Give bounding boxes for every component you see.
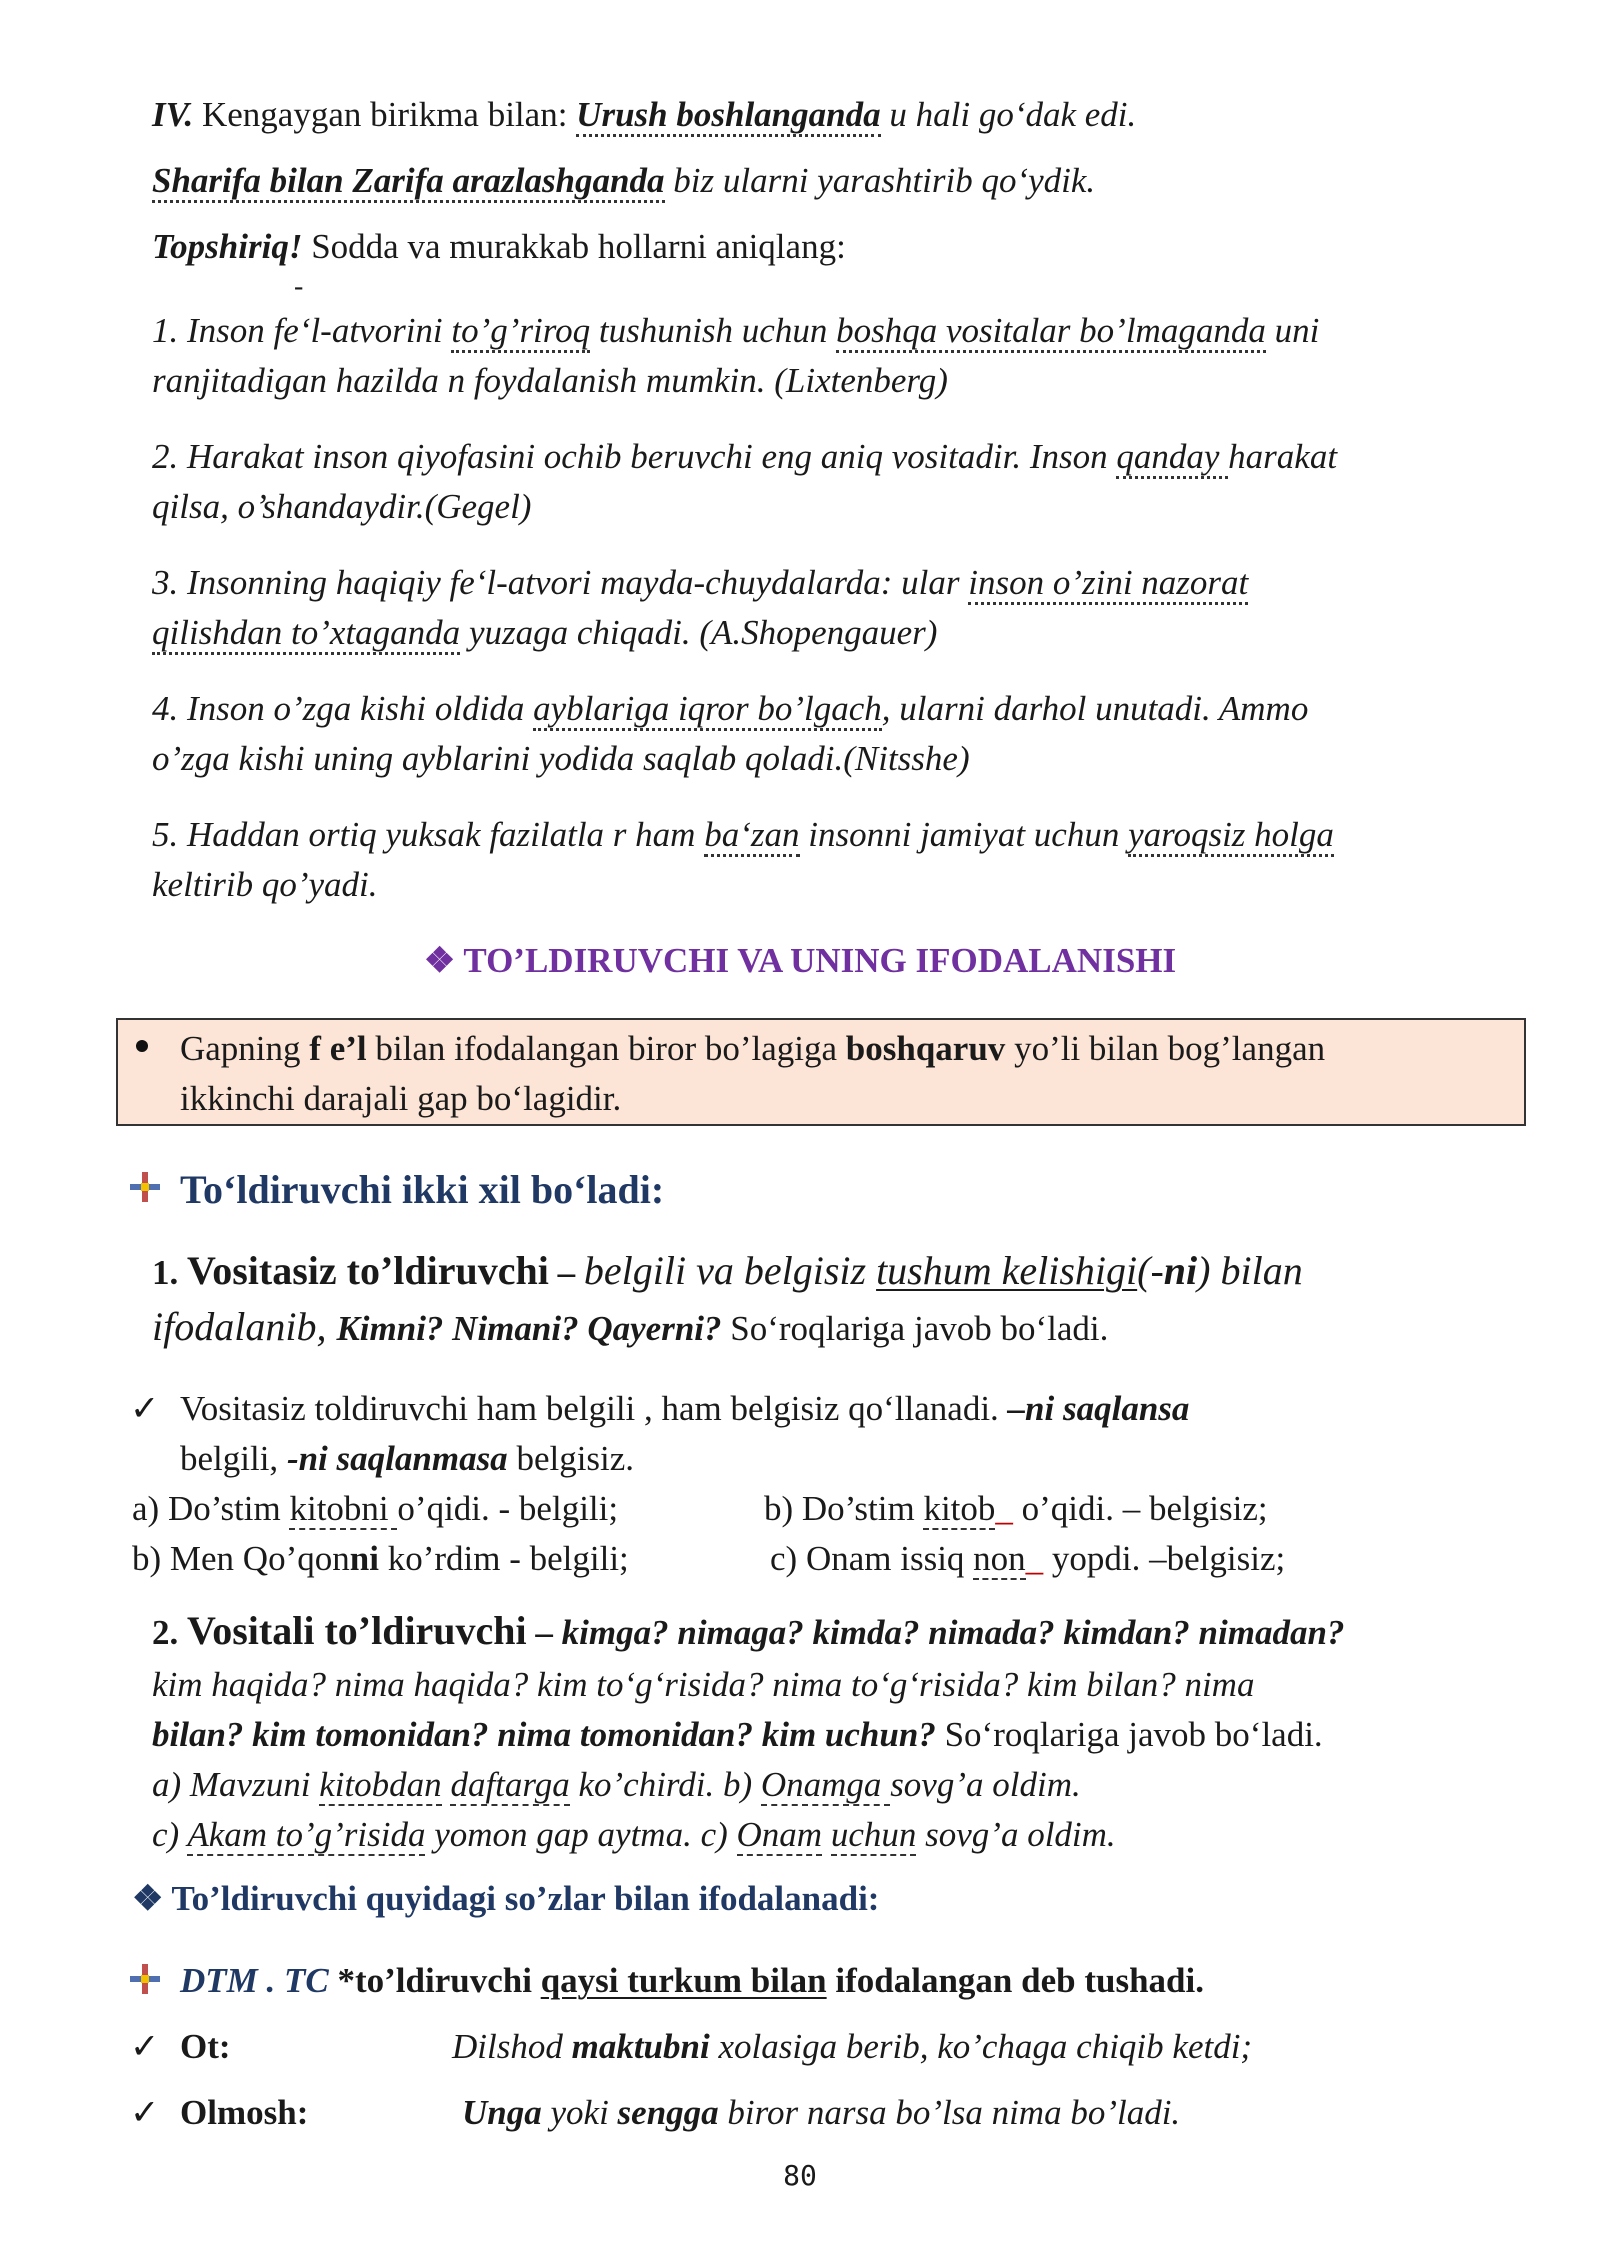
blank-marker: _ [1025,1539,1044,1578]
text: kitobni [289,1489,398,1528]
suffix: ni [1163,1248,1198,1293]
number: 2. [152,1613,187,1652]
text: sovg’a oldim. [890,1765,1081,1804]
text: b) Men Qo’qon [132,1539,350,1578]
example-line4 [152,1810,1116,1860]
task-line [152,222,846,272]
underlined-phrase: tushum kelishigi [876,1248,1138,1293]
text: 4. Inson o’zga kishi oldida [152,689,534,728]
dtm-line [180,1956,1204,2006]
type1-line1 [152,1246,1303,1298]
example-b [764,1484,1268,1534]
plus-icon [128,1170,162,1204]
olmosh-label: Olmosh: [180,2093,309,2132]
item-5-line2: keltirib qo’yadi. [152,865,378,904]
suffix: ni [349,1539,379,1578]
text: harakat [1228,437,1338,476]
text: Dilshod [452,2027,572,2066]
text: – [548,1253,584,1292]
number: 1. [152,1253,187,1292]
item-1-line2: ranjitadigan hazilda n foydalanish mumkin. (Lixtenberg) [152,361,948,400]
text: Kengaygan birikma bilan: [193,95,577,134]
example-a [132,1484,618,1534]
item-2-line1 [152,432,1337,482]
check1-line1 [180,1384,1189,1434]
type1-line2 [152,1302,1108,1354]
text: sovg’a oldim. [916,1815,1116,1854]
text: xolasiga berib, ko’chaga chiqib ketdi; [709,2027,1253,2066]
underlined-phrase: inson o’zini nazorat [968,563,1248,605]
check1-line2 [180,1434,634,1484]
text: ) bilan [1197,1248,1303,1293]
text: So‘roqlariga javob bo‘ladi. [721,1309,1109,1348]
underlined-word: non [973,1539,1026,1578]
term: Vositasiz to’ldiruvchi [187,1248,549,1293]
blank-marker: _ [995,1489,1013,1528]
text: yuzaga chiqadi. (A.Shopengauer) [460,613,938,652]
page-number: 80 [783,2159,817,2192]
questions: Kimni? Nimani? Qayerni? [336,1309,722,1348]
text: 3. Insonning haqiqiy fe‘l-atvori mayda-chuydalarda: ular [152,563,969,602]
example-c [132,1534,629,1584]
definition-line2: ikkinchi darajali gap bo‘lagidir. [180,1079,622,1118]
item-5-line1 [152,810,1334,860]
text: ifodalanib, [152,1304,337,1349]
section4-line1 [152,90,1136,140]
underlined-word: Akam to’g’risida [187,1815,426,1854]
section4-line2 [152,156,1095,206]
underlined-phrase: Sharifa bilan Zarifa arazlashganda [152,161,665,203]
dtm-label: DTM . TC [180,1961,329,2000]
text: ko’chirdi. b) [569,1765,761,1804]
underlined-phrase: boshqa vositalar bo’lmaganda [836,311,1266,353]
text: *to’ldiruvchi [328,1961,541,2000]
item-4-line1 [152,684,1308,734]
example-line3 [152,1760,1081,1810]
text: yopdi. –belgisiz; [1043,1539,1286,1578]
bold-word: maktubni [571,2027,710,2066]
text: biror narsa bo’lsa nima bo’ladi. [718,2093,1181,2132]
text: c) [152,1815,188,1854]
item-3-line1 [152,558,1248,608]
bold-term: boshqaruv [845,1029,1006,1068]
underlined-word: Onamga [760,1765,891,1804]
questions: bilan? kim tomonidan? nima tomonidan? kim uchun? [152,1715,936,1754]
text: yomon gap aytma. c) [425,1815,737,1854]
check-icon: ✓ [130,2027,160,2066]
text: Vositasiz toldiruvchi ham belgili , ham belgisiz qo‘llanadi. [180,1389,1008,1428]
text [822,1815,831,1854]
text: a) Mavzuni [152,1765,320,1804]
type2-line1 [152,1606,1344,1658]
check-icon: ✓ [130,1389,160,1428]
text: – [526,1613,562,1652]
text: ifodalangan deb tushadi. [826,1961,1205,2000]
text: Sodda va murakkab hollarni aniqlang: [302,227,846,266]
text: So‘roqlariga javob bo‘ladi. [935,1715,1323,1754]
text: o’qidi. - belgili; [397,1489,619,1528]
questions: kimga? nimaga? kimda? nimada? kimdan? nimadan? [561,1613,1345,1652]
definition-line1 [180,1024,1325,1074]
item-1-line1 [152,306,1319,356]
definition-box [116,1018,1526,1126]
underlined-phrase: qanday [1116,437,1228,479]
types-title: To‘ldiruvchi ikki xil bo‘ladi: [180,1167,665,1212]
check-icon: ✓ [130,2093,160,2132]
underlined-word: uchun [830,1815,917,1854]
example-d [770,1534,1285,1584]
underlined-word: kitobdan [319,1765,442,1804]
rule: –ni saqlansa [1007,1389,1190,1428]
text: 2. Harakat inson qiyofasini ochib beruvchi eng aniq vositadir. Inson [152,437,1117,476]
text: a) Do’stim [132,1489,290,1528]
term: Vositali to’ldiruvchi [187,1608,527,1653]
text: o’qidi. – belgisiz; [1012,1489,1268,1528]
expression-title: ❖ To’ldiruvchi quyidagi so’zlar bilan ifodalanadi: [132,1879,880,1918]
type2-line3 [152,1710,1323,1760]
item-2-line2: qilsa, o’shandaydir.(Gegel) [152,487,532,526]
section-heading: ❖ TO’LDIRUVCHI VA UNING IFODALANISHI [423,941,1177,980]
text: u hali go‘dak edi. [880,95,1137,134]
text: biz ularni yarashtirib qo‘ydik. [664,161,1096,200]
underlined-word: daftarga [450,1765,570,1804]
ot-label: Ot: [180,2027,231,2066]
text: belgili va belgisiz [583,1248,877,1293]
text: b) Do’stim [764,1489,924,1528]
text: bilan ifodalangan biror bo’lagiga [366,1029,846,1068]
text: belgili, [180,1439,287,1478]
underlined-phrase: ba‘zan [704,815,799,857]
underlined-word: kitob [923,1489,996,1528]
plus-icon [128,1962,162,1996]
ot-example [452,2022,1252,2072]
text: 5. Haddan ortiq yuksak fazilatla r ham [152,815,705,854]
underlined-phrase: Urush boshlanganda [576,95,880,137]
underlined-phrase: yaroqsiz holga [1128,815,1334,857]
text: belgisiz. [507,1439,635,1478]
roman-numeral: IV. [152,95,194,134]
text: , ularni darhol unutadi. Ammo [881,689,1309,728]
underlined-phrase: to’g’riroq [451,311,590,353]
underlined-phrase: qaysi turkum bilan [540,1961,827,2000]
bold-word: Unga [462,2093,542,2132]
underlined-word [289,1489,397,1530]
bold-word: sengga [617,2093,719,2132]
bullet-icon [136,1040,148,1052]
text: Gapning [180,1029,310,1068]
rule: -ni saqlanmasa [286,1439,508,1478]
type2-line2: kim haqida? nima haqida? kim to‘g‘risida? nima to‘g‘risida? kim bilan? nima [152,1665,1255,1704]
text: c) Onam issiq [770,1539,974,1578]
text: uni [1265,311,1320,350]
underlined-phrase: ayblariga iqror bo’lgach [533,689,882,731]
text: yoki [541,2093,618,2132]
underlined-phrase: qilishdan to’xtaganda [152,613,460,655]
text: yo’li bilan bog’langan [1005,1029,1326,1068]
text: 1. Inson fe‘l-atvorini [152,311,452,350]
stray-dash: - [294,271,304,302]
underlined-word: Onam [736,1815,823,1854]
item-3-line2 [152,608,937,658]
text: tushunish uchun [590,311,837,350]
bold-term: f e’l [309,1029,367,1068]
olmosh-example [462,2088,1180,2138]
text: ko’rdim - belgili; [378,1539,629,1578]
text: (- [1137,1248,1164,1293]
task-label: Topshiriq! [152,227,303,266]
text: insonni jamiyat uchun [799,815,1129,854]
item-4-line2: o’zga kishi uning ayblarini yodida saqlab qoladi.(Nitsshe) [152,739,970,778]
